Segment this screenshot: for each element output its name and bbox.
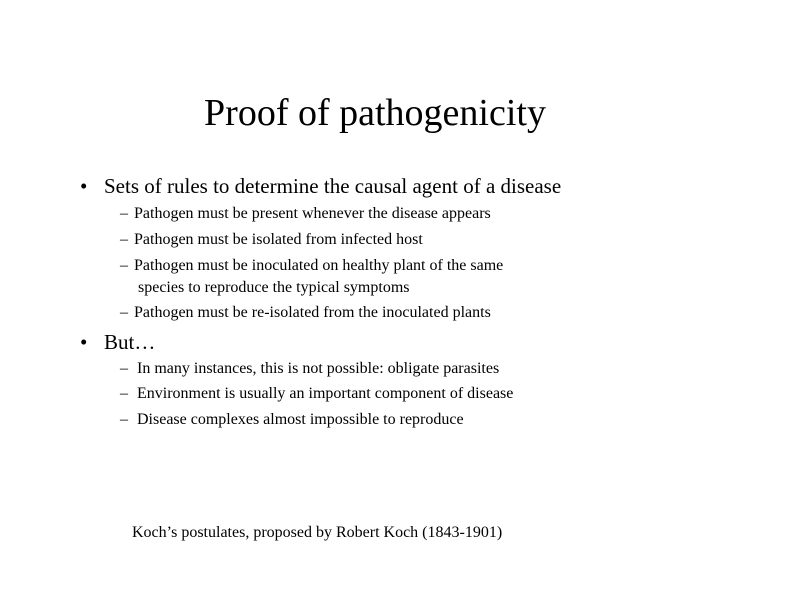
sub-bullet-marker: – — [120, 231, 128, 248]
sub-bullet-text: Disease complexes almost impossible to reproduce — [137, 411, 464, 428]
bullet-item — [80, 329, 155, 355]
bullet-item — [80, 173, 561, 199]
sub-bullet-item — [120, 303, 491, 323]
sub-bullet-marker: – — [120, 385, 128, 402]
sub-bullet-marker: – — [120, 411, 128, 428]
sub-bullet-marker: – — [120, 304, 128, 321]
sub-bullet-text: Pathogen must be isolated from infected host — [134, 231, 423, 248]
sub-bullet-text: Pathogen must be inoculated on healthy plant of the same — [134, 257, 504, 274]
sub-bullet-text: In many instances, this is not possible: obligate parasites — [137, 360, 500, 377]
bullet-text: But… — [104, 330, 156, 354]
sub-bullet-marker: – — [120, 205, 128, 222]
sub-bullet-item — [120, 359, 499, 379]
sub-bullet-item — [120, 410, 464, 430]
bullet-marker: • — [80, 174, 88, 198]
sub-bullet-item — [120, 204, 491, 224]
sub-bullet-continuation: species to reproduce the typical symptoms — [138, 279, 410, 296]
sub-bullet-item — [120, 384, 513, 404]
bullet-marker: • — [80, 330, 88, 354]
bullet-text: Sets of rules to determine the causal agent of a disease — [104, 174, 562, 198]
footnote: Koch’s postulates, proposed by Robert Koch (1843-1901) — [132, 524, 503, 541]
slide-title: Proof of pathogenicity — [204, 92, 546, 134]
sub-bullet-text: Pathogen must be re-isolated from the inoculated plants — [134, 304, 491, 321]
sub-bullet-marker: – — [120, 360, 128, 377]
sub-bullet-item — [120, 230, 423, 250]
sub-bullet-text: Environment is usually an important component of disease — [137, 385, 514, 402]
sub-bullet-text: Pathogen must be present whenever the disease appears — [134, 205, 491, 222]
sub-bullet-marker: – — [120, 257, 128, 274]
sub-bullet-item — [120, 256, 503, 276]
